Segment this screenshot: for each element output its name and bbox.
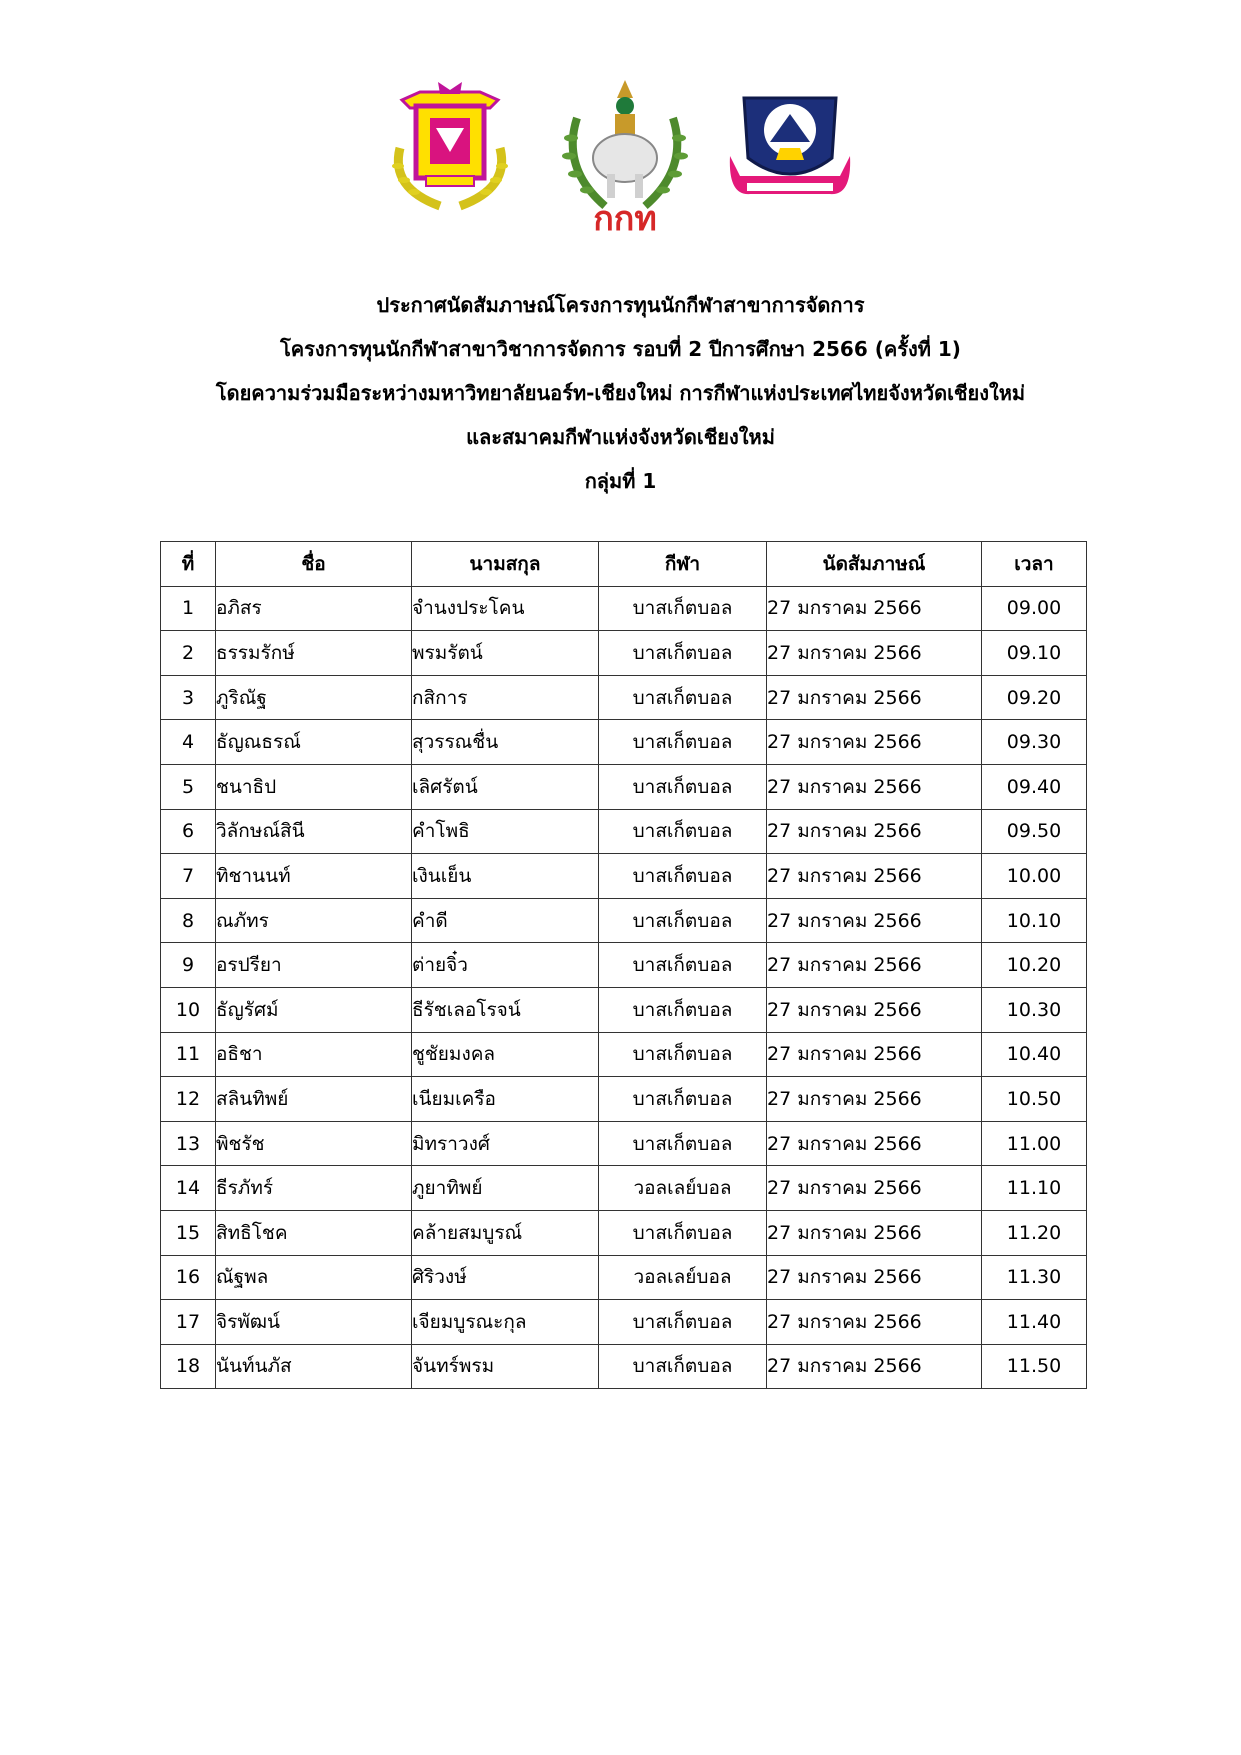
table-row: [161, 1344, 1087, 1389]
sports-authority-letters: กกท: [593, 199, 657, 238]
cell-first-name: สลินทิพย์: [216, 1077, 412, 1122]
cell-date: 27 มกราคม 2566: [767, 764, 982, 809]
cell-sport: บาสเก็ตบอล: [599, 1300, 767, 1345]
cell-first-name: อภิสร: [216, 586, 412, 631]
cell-date: 27 มกราคม 2566: [767, 1344, 982, 1389]
table-row: [161, 1077, 1087, 1122]
cell-date: 27 มกราคม 2566: [767, 586, 982, 631]
cell-no: 7: [161, 854, 216, 899]
sports-authority-emblem: [555, 78, 695, 238]
cell-sport: บาสเก็ตบอล: [599, 1344, 767, 1389]
cell-sport: บาสเก็ตบอล: [599, 764, 767, 809]
table-row: [161, 987, 1087, 1032]
cell-last-name: เงินเย็น: [412, 854, 599, 899]
university-crest-icon: [380, 78, 520, 218]
cell-no: 10: [161, 987, 216, 1032]
cell-sport: บาสเก็ตบอล: [599, 898, 767, 943]
cell-date: 27 มกราคม 2566: [767, 675, 982, 720]
cell-date: 27 มกราคม 2566: [767, 1032, 982, 1077]
heading-line-3: โดยความร่วมมือระหว่างมหาวิทยาลัยนอร์ท-เชียงใหม่ การกีฬาแห่งประเทศไทยจังหวัดเชียงใหม่: [215, 381, 1026, 405]
cell-time: 09.40: [982, 764, 1087, 809]
cell-last-name: สุวรรณชื่น: [412, 720, 599, 765]
cell-first-name: ณภัทร: [216, 898, 412, 943]
cell-time: 10.10: [982, 898, 1087, 943]
cell-sport: บาสเก็ตบอล: [599, 720, 767, 765]
cell-date: 27 มกราคม 2566: [767, 943, 982, 988]
cell-last-name: ชูชัยมงคล: [412, 1032, 599, 1077]
cell-first-name: นันท์นภัส: [216, 1344, 412, 1389]
cell-time: 10.30: [982, 987, 1087, 1032]
cell-sport: บาสเก็ตบอล: [599, 1077, 767, 1122]
table-row: [161, 898, 1087, 943]
col-header-sport: กีฬา: [599, 542, 767, 587]
cell-time: 09.00: [982, 586, 1087, 631]
cell-no: 5: [161, 764, 216, 809]
cell-first-name: ธัญรัศม์: [216, 987, 412, 1032]
cell-date: 27 มกราคม 2566: [767, 1210, 982, 1255]
cell-no: 1: [161, 586, 216, 631]
col-header-no: ที่: [161, 542, 216, 587]
cell-date: 27 มกราคม 2566: [767, 1077, 982, 1122]
cell-first-name: ชนาธิป: [216, 764, 412, 809]
cell-no: 6: [161, 809, 216, 854]
cell-last-name: คล้ายสมบูรณ์: [412, 1210, 599, 1255]
cell-last-name: พรมรัตน์: [412, 631, 599, 676]
cell-sport: บาสเก็ตบอล: [599, 586, 767, 631]
heading-line-4: และสมาคมกีฬาแห่งจังหวัดเชียงใหม่: [466, 425, 775, 449]
table-row: [161, 764, 1087, 809]
cell-last-name: เนียมเครือ: [412, 1077, 599, 1122]
cell-sport: วอลเลย์บอล: [599, 1166, 767, 1211]
group-label: กลุ่มที่ 1: [584, 469, 657, 493]
table-row: [161, 943, 1087, 988]
announcement-heading: [60, 283, 1181, 503]
cell-no: 14: [161, 1166, 216, 1211]
table-header-row: [161, 542, 1087, 587]
table-row: [161, 1121, 1087, 1166]
sports-association-emblem: [720, 78, 860, 218]
heading-line-1: ประกาศนัดสัมภาษณ์โครงการทุนนักกีฬาสาขาการจัดการ: [376, 293, 865, 317]
cell-time: 11.30: [982, 1255, 1087, 1300]
cell-no: 12: [161, 1077, 216, 1122]
cell-time: 11.20: [982, 1210, 1087, 1255]
cell-no: 2: [161, 631, 216, 676]
cell-time: 11.40: [982, 1300, 1087, 1345]
cell-first-name: ทิชานนท์: [216, 854, 412, 899]
cell-sport: วอลเลย์บอล: [599, 1255, 767, 1300]
cell-sport: บาสเก็ตบอล: [599, 675, 767, 720]
cell-date: 27 มกราคม 2566: [767, 631, 982, 676]
col-header-last-name: นามสกุล: [412, 542, 599, 587]
cell-date: 27 มกราคม 2566: [767, 1166, 982, 1211]
table-row: [161, 1032, 1087, 1077]
heading-line-2: โครงการทุนนักกีฬาสาขาวิชาการจัดการ รอบที่ 2 ปีการศึกษา 2566 (ครั้งที่ 1): [280, 337, 961, 361]
table-row: [161, 586, 1087, 631]
cell-sport: บาสเก็ตบอล: [599, 854, 767, 899]
cell-last-name: ธีรัชเลอโรจน์: [412, 987, 599, 1032]
cell-first-name: ณัฐพล: [216, 1255, 412, 1300]
cell-last-name: คำโพธิ: [412, 809, 599, 854]
cell-date: 27 มกราคม 2566: [767, 854, 982, 899]
cell-sport: บาสเก็ตบอล: [599, 1210, 767, 1255]
cell-time: 11.10: [982, 1166, 1087, 1211]
cell-sport: บาสเก็ตบอล: [599, 1032, 767, 1077]
cell-sport: บาสเก็ตบอล: [599, 987, 767, 1032]
cell-first-name: ธรรมรักษ์: [216, 631, 412, 676]
cell-time: 09.30: [982, 720, 1087, 765]
table-row: [161, 631, 1087, 676]
table-row: [161, 854, 1087, 899]
cell-first-name: ธัญณธรณ์: [216, 720, 412, 765]
col-header-first-name: ชื่อ: [216, 542, 412, 587]
col-header-time: เวลา: [982, 542, 1087, 587]
cell-last-name: เลิศรัตน์: [412, 764, 599, 809]
cell-time: 10.50: [982, 1077, 1087, 1122]
cell-time: 10.00: [982, 854, 1087, 899]
cell-sport: บาสเก็ตบอล: [599, 943, 767, 988]
cell-time: 10.40: [982, 1032, 1087, 1077]
cell-first-name: อธิชา: [216, 1032, 412, 1077]
cell-no: 4: [161, 720, 216, 765]
cell-date: 27 มกราคม 2566: [767, 898, 982, 943]
cell-date: 27 มกราคม 2566: [767, 720, 982, 765]
cell-first-name: วิลักษณ์สินี: [216, 809, 412, 854]
cell-sport: บาสเก็ตบอล: [599, 631, 767, 676]
cell-date: 27 มกราคม 2566: [767, 1300, 982, 1345]
cell-last-name: เจียมบูรณะกุล: [412, 1300, 599, 1345]
cell-no: 18: [161, 1344, 216, 1389]
cell-last-name: ศิริวงษ์: [412, 1255, 599, 1300]
table-row: [161, 720, 1087, 765]
table-row: [161, 675, 1087, 720]
cell-sport: บาสเก็ตบอล: [599, 809, 767, 854]
cell-time: 10.20: [982, 943, 1087, 988]
cell-time: 11.00: [982, 1121, 1087, 1166]
cell-time: 09.10: [982, 631, 1087, 676]
cell-first-name: อรปรียา: [216, 943, 412, 988]
cell-no: 9: [161, 943, 216, 988]
cell-first-name: สิทธิโชค: [216, 1210, 412, 1255]
cell-time: 11.50: [982, 1344, 1087, 1389]
cell-last-name: มิทราวงศ์: [412, 1121, 599, 1166]
cell-last-name: ภูยาทิพย์: [412, 1166, 599, 1211]
table-row: [161, 1210, 1087, 1255]
cell-sport: บาสเก็ตบอล: [599, 1121, 767, 1166]
cell-time: 09.20: [982, 675, 1087, 720]
cell-date: 27 มกราคม 2566: [767, 809, 982, 854]
cell-first-name: ธีรภัทร์: [216, 1166, 412, 1211]
col-header-interview-date: นัดสัมภาษณ์: [767, 542, 982, 587]
table-row: [161, 1255, 1087, 1300]
cell-no: 16: [161, 1255, 216, 1300]
cell-last-name: ต่ายจิ๋ว: [412, 943, 599, 988]
cell-first-name: พิชรัช: [216, 1121, 412, 1166]
cell-first-name: ภูริณัฐ: [216, 675, 412, 720]
cell-last-name: จันทร์พรม: [412, 1344, 599, 1389]
cell-last-name: จำนงประโคน: [412, 586, 599, 631]
cell-no: 8: [161, 898, 216, 943]
cell-time: 09.50: [982, 809, 1087, 854]
cell-last-name: คำดี: [412, 898, 599, 943]
cell-last-name: กสิการ: [412, 675, 599, 720]
cell-no: 17: [161, 1300, 216, 1345]
cell-first-name: จิรพัฒน์: [216, 1300, 412, 1345]
cell-no: 3: [161, 675, 216, 720]
cell-no: 13: [161, 1121, 216, 1166]
cell-date: 27 มกราคม 2566: [767, 1255, 982, 1300]
table-row: [161, 809, 1087, 854]
cell-date: 27 มกราคม 2566: [767, 1121, 982, 1166]
logo-row: [0, 78, 1241, 238]
table-row: [161, 1166, 1087, 1211]
table-row: [161, 1300, 1087, 1345]
cell-no: 15: [161, 1210, 216, 1255]
interview-schedule-table: [160, 541, 1087, 1389]
cell-no: 11: [161, 1032, 216, 1077]
cell-date: 27 มกราคม 2566: [767, 987, 982, 1032]
